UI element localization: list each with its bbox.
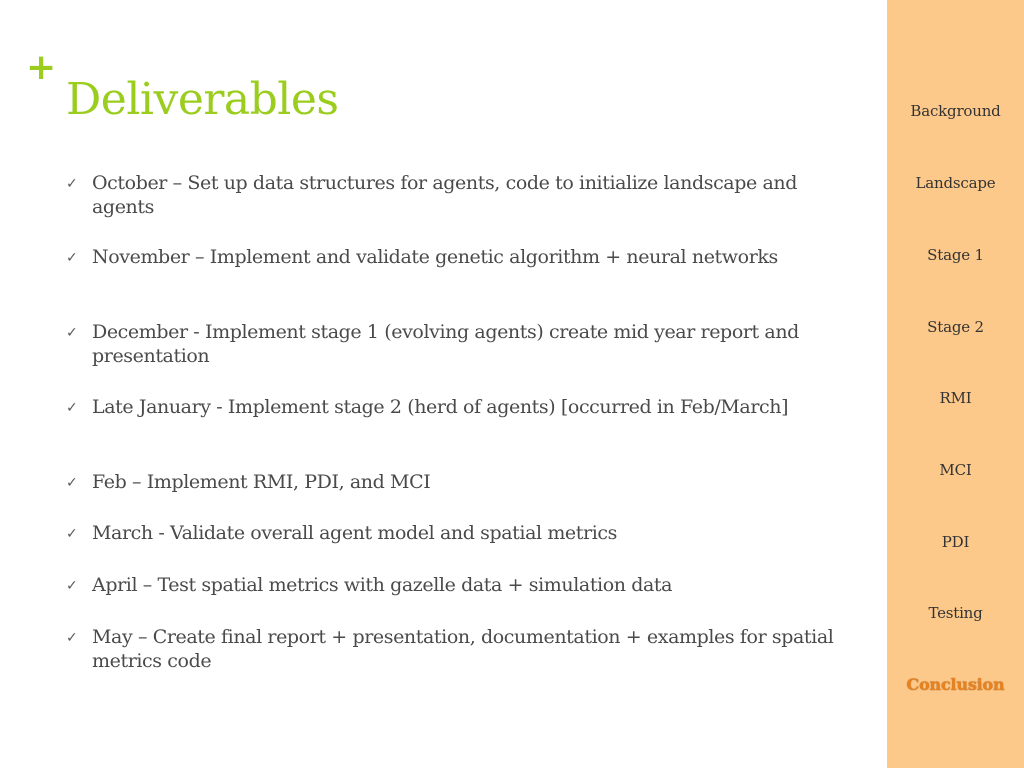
nav-link-pdi[interactable]: PDI [941, 533, 970, 551]
list-item [66, 574, 856, 598]
list-item [66, 246, 856, 270]
checkmark-icon: ✓ [66, 250, 78, 266]
list-item [66, 522, 856, 546]
nav-link-testing[interactable]: Testing [928, 604, 983, 622]
nav-link-conclusion[interactable]: Conclusion [906, 675, 1005, 694]
list-item-text: Late January - Implement stage 2 (herd of agents) [occurred in Feb/March] [92, 396, 789, 418]
list-item-text: November – Implement and validate genetic algorithm + neural networks [92, 246, 778, 268]
checkmark-icon: ✓ [66, 630, 78, 646]
list-item-text: May – Create final report + presentation, documentation + examples for spatial metrics code [92, 626, 834, 672]
checkmark-icon: ✓ [66, 578, 78, 594]
list-item-text: Feb – Implement RMI, PDI, and MCI [92, 471, 431, 493]
list-item [66, 321, 856, 368]
nav-link-stage-1[interactable]: Stage 1 [927, 246, 984, 264]
list-item-text: March - Validate overall agent model and spatial metrics [92, 522, 617, 544]
nav-link-landscape[interactable]: Landscape [915, 174, 996, 192]
nav-link-rmi[interactable]: RMI [939, 389, 972, 407]
nav-link-stage-2[interactable]: Stage 2 [927, 318, 984, 336]
list-item [66, 396, 856, 420]
plus-icon: + [26, 47, 57, 88]
list-item [66, 471, 856, 495]
list-item-text: December - Implement stage 1 (evolving agents) create mid year report and presentation [92, 321, 799, 367]
checkmark-icon: ✓ [66, 475, 78, 491]
checkmark-icon: ✓ [66, 176, 78, 192]
nav-link-background[interactable]: Background [910, 102, 1001, 120]
nav-link-mci[interactable]: MCI [939, 461, 972, 479]
checkmark-icon: ✓ [66, 400, 78, 416]
list-item [66, 172, 856, 219]
checkmark-icon: ✓ [66, 325, 78, 341]
list-item [66, 626, 856, 673]
checkmark-icon: ✓ [66, 526, 78, 542]
section-sidebar [887, 0, 1024, 768]
list-item-text: October – Set up data structures for agents, code to initialize landscape and agents [92, 172, 798, 218]
list-item-text: April – Test spatial metrics with gazelle data + simulation data [92, 574, 673, 596]
slide-title: Deliverables [66, 74, 339, 125]
